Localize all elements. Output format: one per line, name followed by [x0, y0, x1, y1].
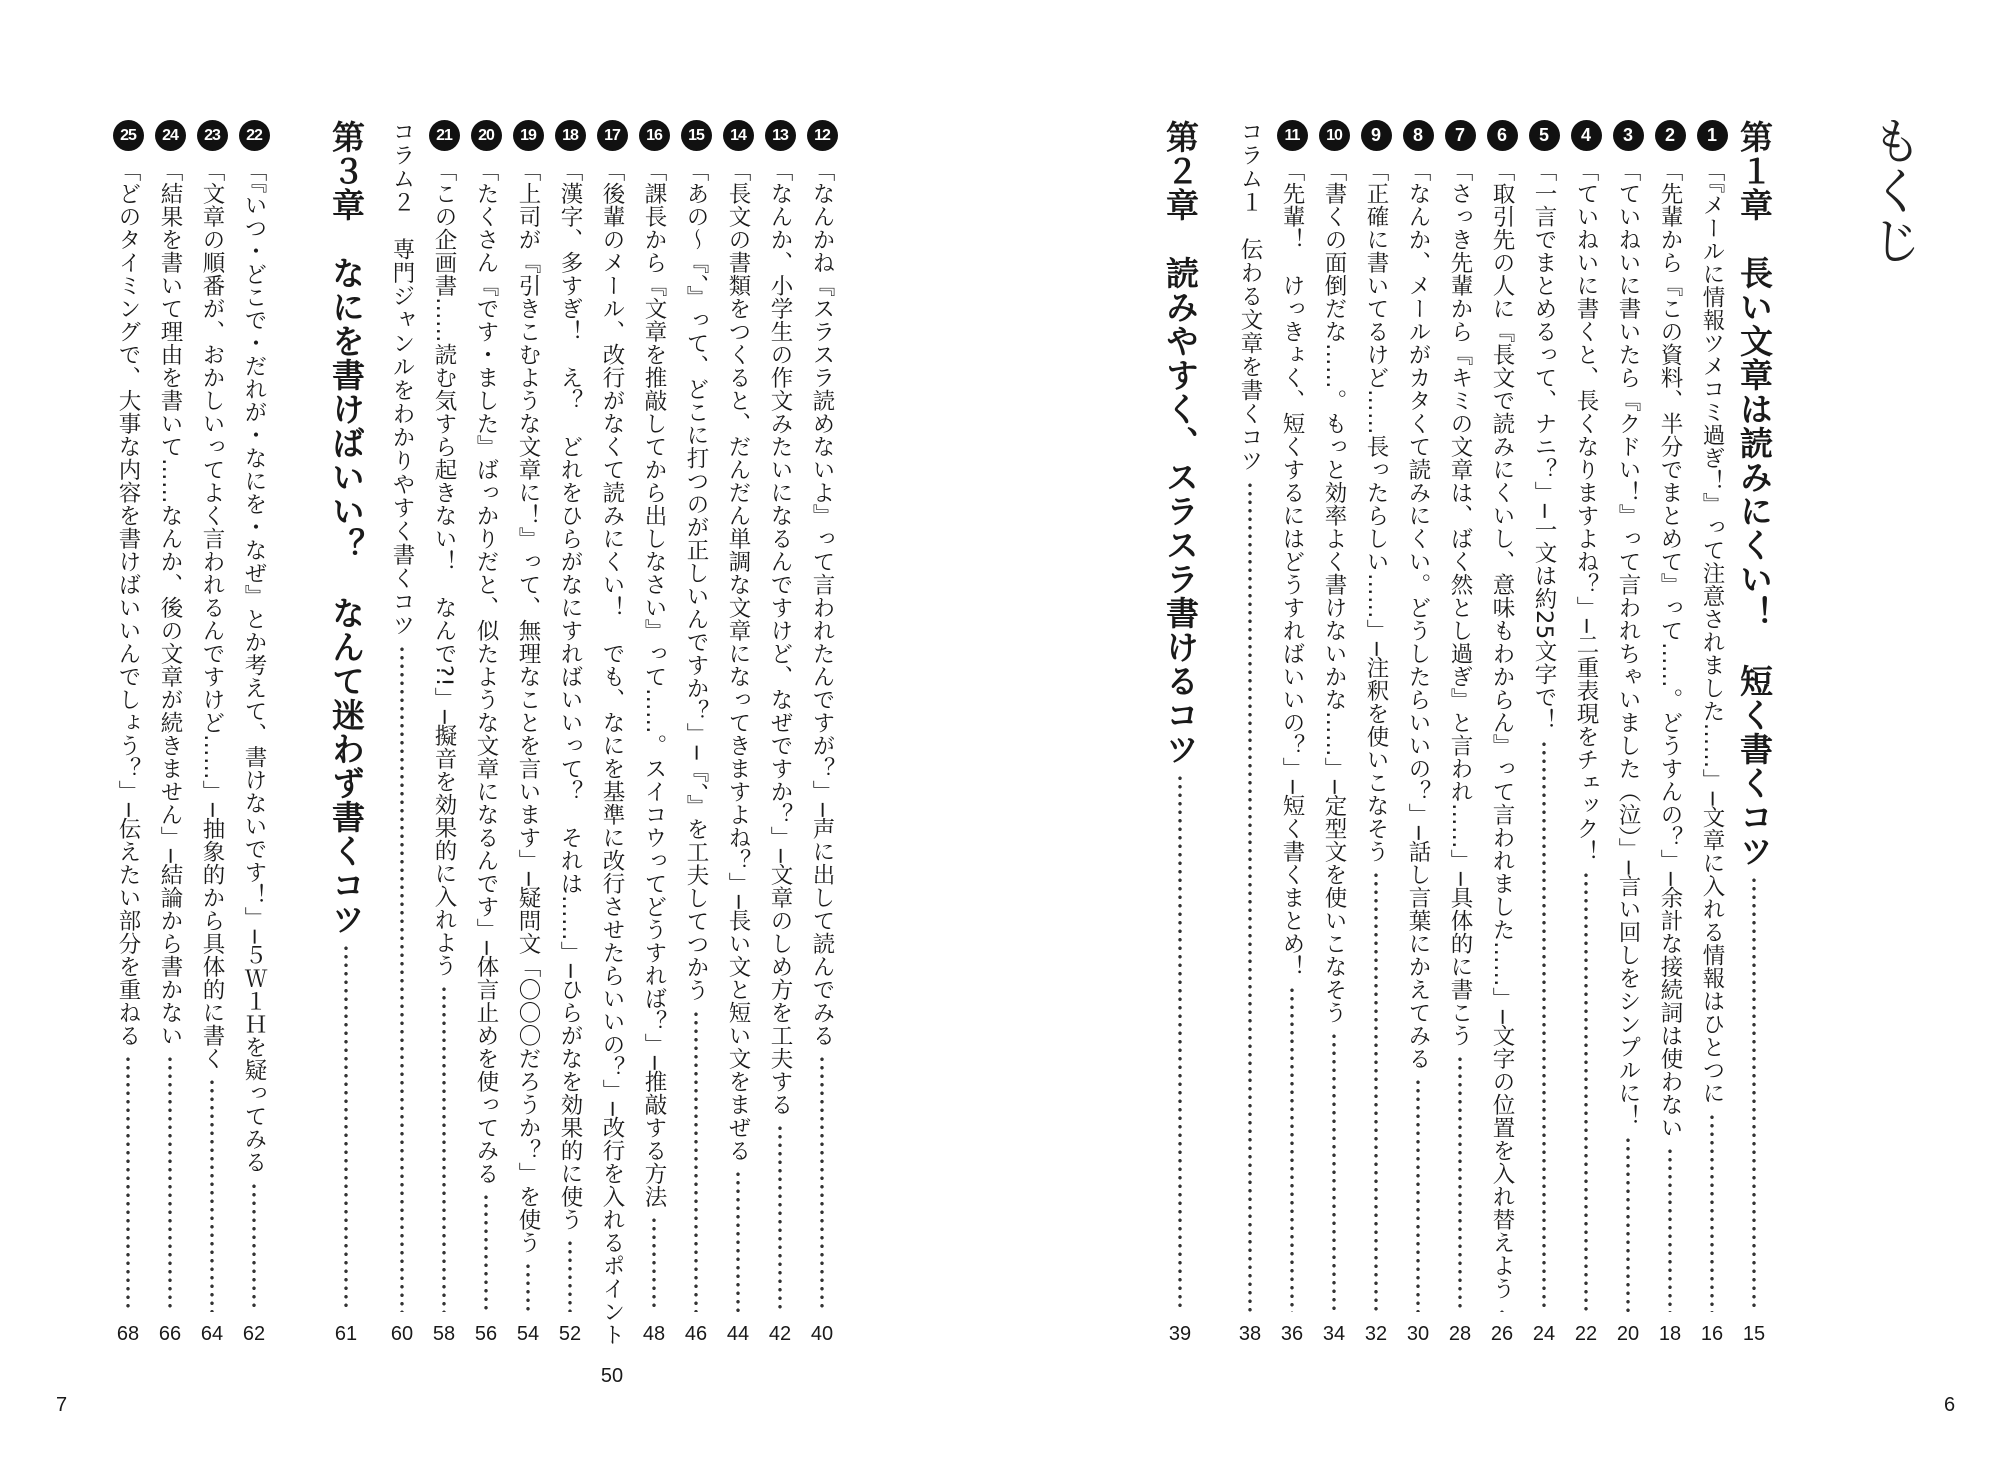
- entry-title: 「この企画書……読む気すら起きない！ なんで?!」─擬音を効果的に入れよう: [431, 159, 457, 978]
- entry-page-number: 54: [516, 1323, 540, 1345]
- entry-number-badge: 7: [1445, 120, 1476, 151]
- dot-leader: [484, 1193, 488, 1312]
- entry-page-number: 46: [684, 1323, 708, 1345]
- entry-title: 「なんか、小学生の作文みたいになるんですけど、なぜですか？」─文章のしめ方を工夫する: [767, 159, 793, 1117]
- dot-leader: [1626, 1136, 1630, 1312]
- toc-entry: [1357, 120, 1395, 1346]
- entry-number-badge: 19: [513, 120, 544, 151]
- entry-number-badge: 12: [807, 120, 838, 151]
- entry-title: 第１章 長い文章は読みにくい！ 短く書くコツ: [1735, 120, 1774, 868]
- dot-leader: [1374, 871, 1378, 1312]
- entry-page-number: 36: [1280, 1323, 1304, 1345]
- chapter-heading: [1730, 120, 1778, 1346]
- entry-title: 「ていねいに書くと、長くなりますよね？」─二重表現をチェック！: [1573, 159, 1599, 864]
- entry-title: 「先輩！ けっきょく、短くするにはどうすればいいの？」─短く書くまとめ！: [1279, 159, 1305, 979]
- entry-page-number: 20: [1616, 1323, 1640, 1345]
- entry-page-number: 18: [1658, 1323, 1682, 1345]
- entry-number-badge: 3: [1613, 120, 1644, 151]
- entry-page-number: 34: [1322, 1323, 1346, 1345]
- dot-leader: [442, 985, 446, 1312]
- entry-title: 「漢字、多すぎ！ え？ どれをひらがなにすればいいって？ それは……」─ひらがなを効果的に使う: [557, 159, 583, 1232]
- toc-entry: [1483, 120, 1521, 1346]
- entry-number-badge: 9: [1361, 120, 1392, 151]
- entry-title: 第３章 なにを書けばいい？ なんて迷わず書くコツ: [327, 120, 366, 936]
- toc-entry: [1399, 120, 1437, 1346]
- entry-title: 「長文の書類をつくると、だんだん単調な文章になってきますよね？」─長い文と短い文をまぜる: [725, 159, 751, 1163]
- entry-page-number: 48: [642, 1323, 666, 1345]
- entry-number-badge: 4: [1571, 120, 1602, 151]
- entry-title: 「さっき先輩から『キミの文章は、ばく然とし過ぎ』と言われ……」─具体的に書こう: [1447, 159, 1473, 1048]
- toc-entry: [467, 120, 505, 1346]
- entry-page-number: 61: [334, 1323, 358, 1345]
- dot-leader: [1178, 774, 1182, 1312]
- dot-leader: [1290, 986, 1294, 1312]
- column-heading: [1231, 120, 1269, 1346]
- dot-leader: [168, 1055, 172, 1312]
- toc-entry: [1693, 120, 1731, 1346]
- entry-page-number: 64: [200, 1323, 224, 1345]
- entry-title: コラム１ 伝わる文章を書くコツ: [1237, 120, 1263, 473]
- entry-page-number: 26: [1490, 1323, 1514, 1345]
- entry-title: 「なんかね『スラスラ読めないよ』って言われたんですが？」─声に出して読んでみる: [809, 159, 835, 1048]
- toc-entry: [1273, 120, 1311, 1346]
- entry-title: 「『いつ・どこで・だれが・なにを・なぜ』とか考えて、書けないです！」─５Ｗ１Ｈを疑ってみる: [241, 159, 267, 1174]
- entry-number-badge: 10: [1319, 120, 1350, 151]
- dot-leader: [652, 1216, 656, 1312]
- entry-title: 「どのタイミングで、大事な内容を書けばいいんでしょう？」─伝えたい部分を重ねる: [115, 159, 141, 1048]
- toc-entry: [719, 120, 757, 1346]
- toc-entry: [1567, 120, 1605, 1346]
- entry-number-badge: 8: [1403, 120, 1434, 151]
- entry-page-number: 58: [432, 1323, 456, 1345]
- toc-entry: [1651, 120, 1689, 1346]
- entry-title: コラム２ 専門ジャンルをわかりやすく書くコツ: [389, 120, 415, 637]
- entry-page-number: 56: [474, 1323, 498, 1345]
- entry-page-number: 30: [1406, 1323, 1430, 1345]
- entry-number-badge: 14: [723, 120, 754, 151]
- toc-entry: [193, 120, 231, 1346]
- toc-title: もくじ: [1864, 115, 1922, 265]
- dot-leader: [344, 944, 348, 1312]
- entry-page-number: 60: [390, 1323, 414, 1345]
- entry-number-badge: 6: [1487, 120, 1518, 151]
- toc-entry: [635, 120, 673, 1346]
- dot-leader: [126, 1055, 130, 1312]
- entry-title: 「上司が『引きこむような文章に！』って、無理なことを言います」─疑問文「〇〇〇だろうか？」を使う: [515, 159, 541, 1255]
- dot-leader: [400, 645, 404, 1312]
- entry-title: 「取引先の人に『長文で読みにくいし、意味もわからん』って言われました……」─文字の位置を入れ替えよう: [1489, 159, 1515, 1301]
- entry-title: 「ていねいに書いたら『クドい！』って言われちゃいました（泣）」─言い回しをシンプルに！: [1615, 159, 1641, 1128]
- toc-entry: [151, 120, 189, 1346]
- entry-page-number: 22: [1574, 1323, 1598, 1345]
- dot-leader: [1668, 1147, 1672, 1312]
- toc-entry: [1609, 120, 1647, 1346]
- entry-title: 「『メールに情報ツメコミ過ぎ！』って注意されました……」─文章に入れる情報はひとつに: [1699, 159, 1725, 1105]
- entry-page-number: 24: [1532, 1323, 1556, 1345]
- toc-entry: [593, 120, 631, 1388]
- entry-title: 「一言でまとめるって、ナニ？」─一文は約25文字で！: [1531, 159, 1557, 732]
- entry-page-number: 16: [1700, 1323, 1724, 1345]
- entry-title: 「文章の順番が、おかしいってよく言われるんですけど……」─抽象的から具体的に書く: [199, 159, 225, 1071]
- entry-title: 第２章 読みやすく、スラスラ書けるコツ: [1161, 120, 1200, 766]
- entry-number-badge: 25: [113, 120, 144, 151]
- dot-leader: [252, 1182, 256, 1312]
- column-heading: [383, 120, 421, 1346]
- chapter-heading: [1156, 120, 1204, 1346]
- entry-page-number: 50: [600, 1365, 624, 1388]
- entry-page-number: 66: [158, 1323, 182, 1345]
- toc-entry: [551, 120, 589, 1346]
- entry-number-badge: 5: [1529, 120, 1560, 151]
- entry-page-number: 39: [1168, 1323, 1192, 1345]
- entry-number-badge: 11: [1277, 120, 1308, 151]
- entry-number-badge: 15: [681, 120, 712, 151]
- entry-title: 「先輩から『この資料、半分でまとめて』って……。どうすんの？」─余計な接続詞は使わない: [1657, 159, 1683, 1140]
- toc-entry: [109, 120, 147, 1346]
- toc-entry: [509, 120, 547, 1346]
- page-number-left: 7: [56, 1394, 68, 1416]
- dot-leader: [568, 1239, 572, 1312]
- dot-leader: [526, 1262, 530, 1312]
- chapter-heading: [322, 120, 370, 1346]
- entry-number-badge: 16: [639, 120, 670, 151]
- dot-leader: [1500, 1308, 1504, 1312]
- entry-number-badge: 24: [155, 120, 186, 151]
- entry-title: 「正確に書いてるけど……長ったらしい……」─注釈を使いこなそう: [1363, 159, 1389, 864]
- dot-leader: [1416, 1078, 1420, 1312]
- entry-number-badge: 13: [765, 120, 796, 151]
- page-number-right: 6: [1944, 1394, 1956, 1416]
- dot-leader: [1458, 1055, 1462, 1312]
- entry-number-badge: 21: [429, 120, 460, 151]
- entry-title: 「なんか、メールがカタくて読みにくい。どうしたらいいの？」─話し言葉にかえてみる: [1405, 159, 1431, 1071]
- toc-entry: [235, 120, 273, 1346]
- entry-title: 「結果を書いて理由を書いて……なんか、後の文章が続きません」─結論から書かない: [157, 159, 183, 1048]
- entry-number-badge: 20: [471, 120, 502, 151]
- entry-title: 「後輩のメール、改行がなくて読みにくい！ でも、なにを基準に改行させたらいいの？」─改行を入れるポイント: [599, 159, 625, 1347]
- entry-page-number: 38: [1238, 1323, 1262, 1345]
- entry-title: 「たくさん『です・ました』ばっかりだと、似たような文章になるんです」─体言止めを使ってみる: [473, 159, 499, 1186]
- toc-entry: [1525, 120, 1563, 1346]
- dot-leader: [820, 1055, 824, 1312]
- entry-number-badge: 17: [597, 120, 628, 151]
- dot-leader: [1584, 871, 1588, 1312]
- entry-title: 「課長から『文章を推敲してから出しなさい』って……。スイコウってどうすれば？」─推敲する方法: [641, 159, 667, 1209]
- entry-page-number: 42: [768, 1323, 792, 1345]
- entry-page-number: 68: [116, 1323, 140, 1345]
- entry-page-number: 62: [242, 1323, 266, 1345]
- entry-number-badge: 2: [1655, 120, 1686, 151]
- dot-leader: [1710, 1113, 1714, 1312]
- entry-page-number: 52: [558, 1323, 582, 1345]
- toc-entry: [761, 120, 799, 1346]
- dot-leader: [210, 1078, 214, 1312]
- dot-leader: [1542, 740, 1546, 1312]
- toc-entry: [425, 120, 463, 1346]
- entry-number-badge: 1: [1697, 120, 1728, 151]
- entry-title: 「書くの面倒だな……。もっと効率よく書けないかな……」─定型文を使いこなそう: [1321, 159, 1347, 1025]
- dot-leader: [1248, 481, 1252, 1313]
- entry-title: 「あの～『、』って、どこに打つのが正しいんですか？」─『、』を工夫してつかう: [683, 159, 709, 1002]
- entry-page-number: 32: [1364, 1323, 1388, 1345]
- dot-leader: [1332, 1032, 1336, 1312]
- toc-entry: [1315, 120, 1353, 1346]
- dot-leader: [1752, 876, 1756, 1312]
- entry-number-badge: 18: [555, 120, 586, 151]
- dot-leader: [736, 1170, 740, 1312]
- dot-leader: [694, 1010, 698, 1312]
- entry-number-badge: 23: [197, 120, 228, 151]
- entry-page-number: 44: [726, 1323, 750, 1345]
- toc-entry: [677, 120, 715, 1346]
- toc-entry: [803, 120, 841, 1346]
- entry-page-number: 40: [810, 1323, 834, 1345]
- toc-entry: [1441, 120, 1479, 1346]
- entry-page-number: 15: [1742, 1323, 1766, 1345]
- entry-page-number: 28: [1448, 1323, 1472, 1345]
- dot-leader: [778, 1124, 782, 1312]
- entry-number-badge: 22: [239, 120, 270, 151]
